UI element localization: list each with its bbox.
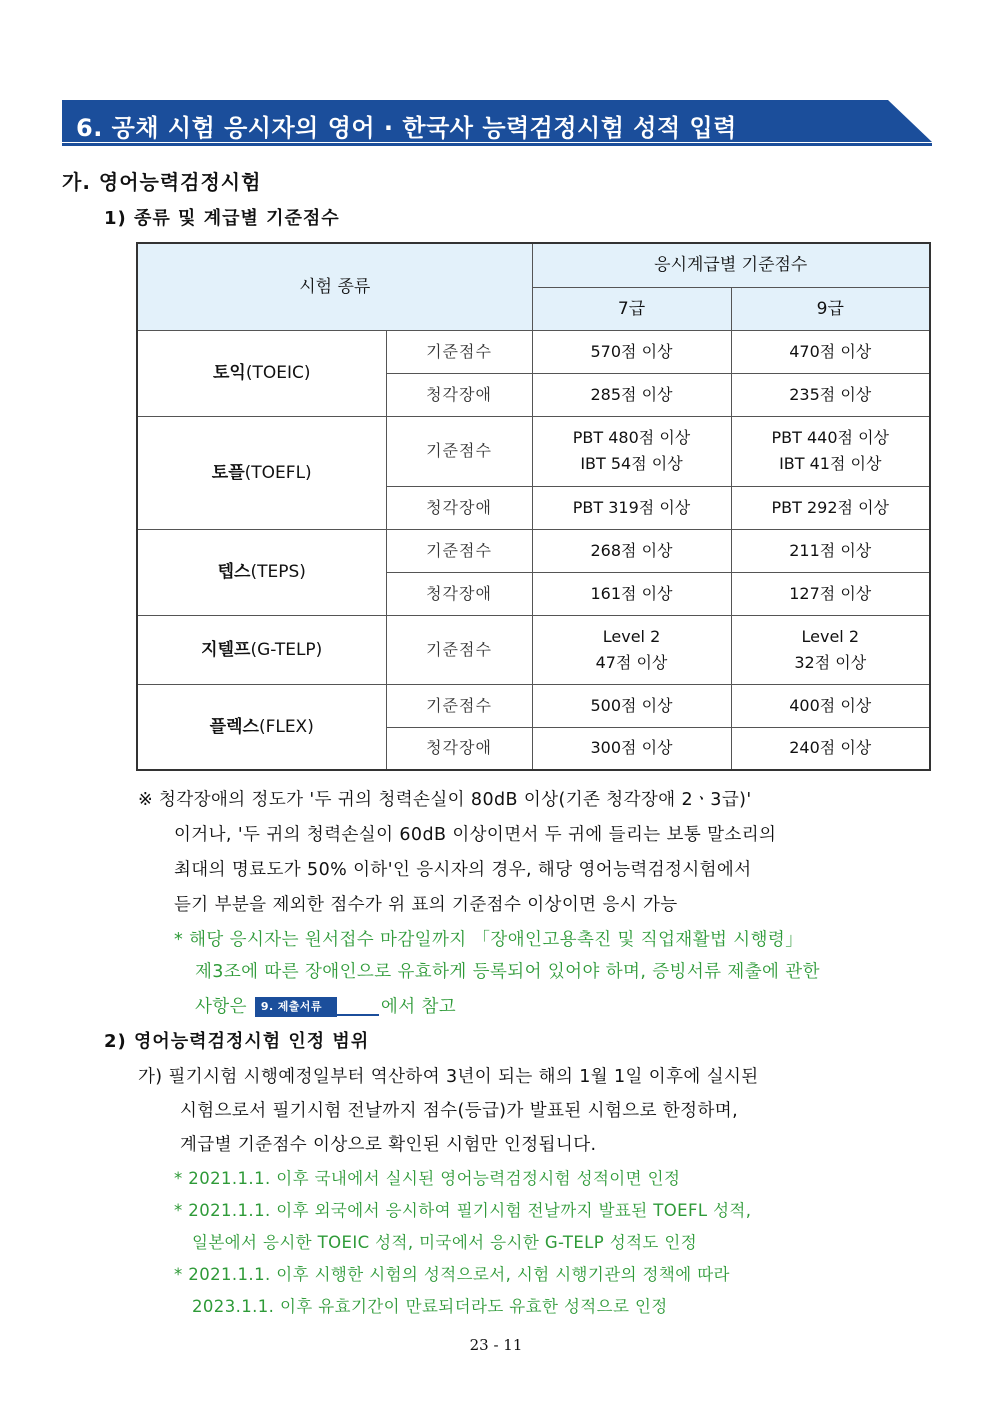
score-cell: 235점 이상 — [731, 373, 930, 416]
score-cell: 240점 이상 — [731, 727, 930, 770]
score-cell: Level 2 32점 이상 — [731, 615, 930, 684]
section-banner — [62, 100, 932, 148]
reference-badge[interactable]: 9. 제출서류 — [255, 997, 379, 1017]
score-cell: 400점 이상 — [731, 684, 930, 727]
subsection-heading-2: 2) 영어능력검정시험 인정 범위 — [104, 1031, 370, 1052]
row-label: 기준점수 — [386, 684, 532, 727]
note-line: 이거나, '두 귀의 청력손실이 60dB 이상이면서 두 귀에 들리는 보통 말소리의 — [174, 825, 777, 845]
exam-gtelp: 지텔프(G-TELP) — [137, 615, 386, 684]
note-star-line: 제3조에 따른 장애인으로 유효하게 등록되어 있어야 하며, 증빙서류 제출에 관한 — [195, 962, 820, 982]
note-star-line-3: 사항은 9. 제출서류 에서 참고 — [195, 997, 457, 1017]
score-cell: 161점 이상 — [532, 572, 731, 615]
range-bullet: 2023.1.1. 이후 유효기간이 만료되더라도 유효한 성적으로 인정 — [192, 1297, 668, 1316]
score-cell: 570점 이상 — [532, 330, 731, 373]
range-line: 가) 필기시험 시행예정일부터 역산하여 3년이 되는 해의 1월 1일 이후에 실시된 — [138, 1067, 759, 1087]
score-cell: PBT 480점 이상 IBT 54점 이상 — [532, 416, 731, 486]
range-bullet: * 2021.1.1. 이후 시행한 시험의 성적으로서, 시험 시행기관의 정책에 따라 — [174, 1265, 730, 1284]
header-grade-score: 응시계급별 기준점수 — [532, 243, 930, 287]
row-label: 기준점수 — [386, 529, 532, 572]
row-label: 청각장애 — [386, 486, 532, 529]
score-cell: 500점 이상 — [532, 684, 731, 727]
score-cell: PBT 292점 이상 — [731, 486, 930, 529]
score-cell: 285점 이상 — [532, 373, 731, 416]
header-exam-type: 시험 종류 — [137, 243, 532, 330]
note-line: 듣기 부분을 제외한 점수가 위 표의 기준점수 이상이면 응시 가능 — [174, 895, 678, 915]
range-line: 시험으로서 필기시험 전날까지 점수(등급)가 발표된 시험으로 한정하며, — [180, 1101, 739, 1121]
note-star-line: * 해당 응시자는 원서접수 마감일까지 「장애인고용촉진 및 직업재활법 시행령」 — [174, 930, 804, 950]
score-cell: PBT 440점 이상 IBT 41점 이상 — [731, 416, 930, 486]
range-bullet: * 2021.1.1. 이후 국내에서 실시된 영어능력검정시험 성적이면 인정 — [174, 1169, 681, 1188]
subsection-heading-1: 1) 종류 및 계급별 기준점수 — [104, 208, 340, 229]
row-label: 기준점수 — [386, 330, 532, 373]
score-cell: 300점 이상 — [532, 727, 731, 770]
range-bullet: * 2021.1.1. 이후 외국에서 응시하여 필기시험 전날까지 발표된 TOEFL 성적, — [174, 1201, 752, 1220]
exam-toefl: 토플(TOEFL) — [137, 416, 386, 529]
row-label: 청각장애 — [386, 572, 532, 615]
score-cell: 211점 이상 — [731, 529, 930, 572]
score-cell: 127점 이상 — [731, 572, 930, 615]
row-label: 청각장애 — [386, 727, 532, 770]
exam-toeic: 토익(TOEIC) — [137, 330, 386, 416]
part-heading: 가. 영어능력검정시험 — [62, 170, 262, 194]
note-line: ※ 청각장애의 정도가 '두 귀의 청력손실이 80dB 이상(기존 청각장애 2ㆍ3급)' — [138, 790, 752, 810]
header-grade-9: 9급 — [731, 287, 930, 330]
range-line: 계급별 기준점수 이상으로 확인된 시험만 인정됩니다. — [180, 1135, 597, 1155]
row-label: 청각장애 — [386, 373, 532, 416]
score-cell: Level 2 47점 이상 — [532, 615, 731, 684]
note-line: 최대의 명료도가 50% 이하'인 응시자의 경우, 해당 영어능력검정시험에서 — [174, 860, 752, 880]
row-label: 기준점수 — [386, 416, 532, 486]
score-cell: PBT 319점 이상 — [532, 486, 731, 529]
page-number: 23 - 11 — [469, 1336, 523, 1354]
score-table — [136, 242, 931, 771]
header-grade-7: 7급 — [532, 287, 731, 330]
exam-flex: 플렉스(FLEX) — [137, 684, 386, 770]
row-label: 기준점수 — [386, 615, 532, 684]
range-bullet: 일본에서 응시한 TOEIC 성적, 미국에서 응시한 G-TELP 성적도 인정 — [192, 1233, 698, 1252]
exam-teps: 텝스(TEPS) — [137, 529, 386, 615]
score-cell: 268점 이상 — [532, 529, 731, 572]
score-cell: 470점 이상 — [731, 330, 930, 373]
section-title: 6. 공채 시험 응시자의 영어 · 한국사 능력검정시험 성적 입력 — [76, 114, 737, 142]
